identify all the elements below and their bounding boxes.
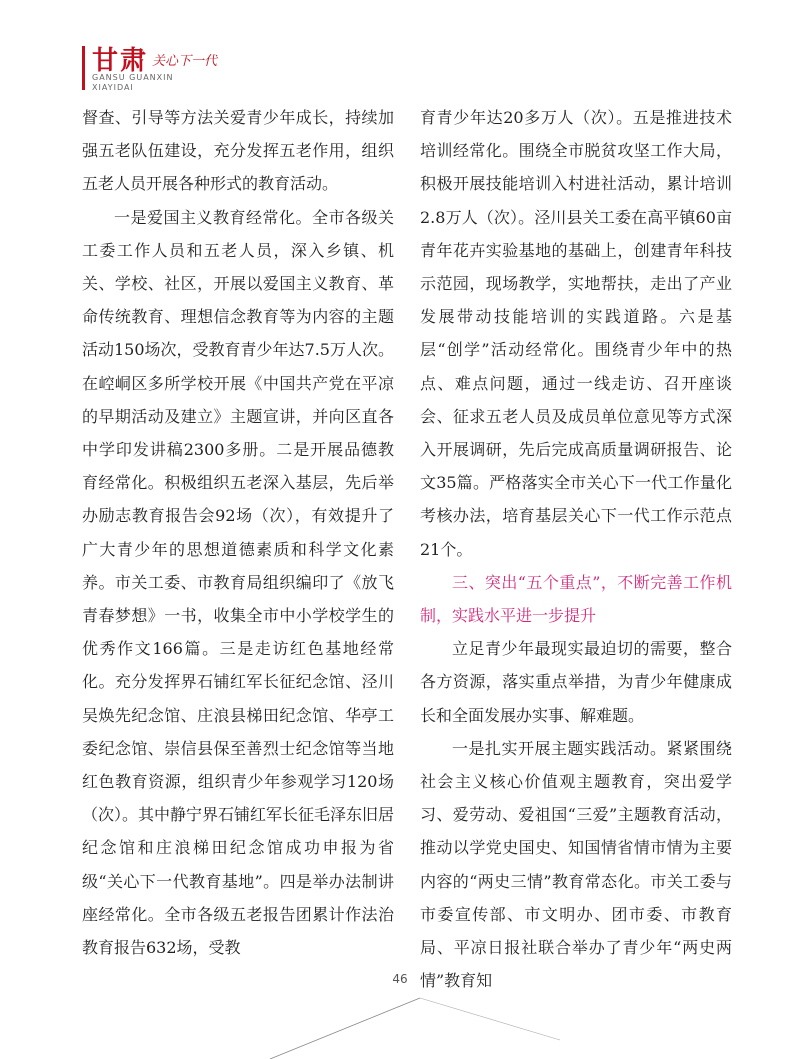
paragraph: 督查、引导等方法关爱青少年成长，持续加强五老队伍建设，充分发挥五老作用，组织五老人员开展各种形式的教育活动。 (82, 108, 394, 194)
logo-bar (82, 46, 85, 90)
paragraph: 立足青少年最现实最迫切的需要，整合各方资源，落实重点举措，为青少年健康成长和全面发展办实事、解难题。 (420, 639, 732, 725)
paragraph: 育青少年达20多万人（次）。五是推进技术培训经常化。围绕全市脱贫攻坚工作大局，积极开展技能培训入村进社活动，累计培训2.8万人（次）。泾川县关工委在高平镇60亩青年花卉实验基地的基础上，创建青年科技示范园，现场教学，实地帮扶，走出了产业发展带动技能培训的实践道路。六是基层“创学”活动经常化。围绕青少年中的热点、难点问题，通过一线走访、召开座谈会、征求五老人员及成员单位意见等方式深入开展调研，先后完成高质量调研报告、论文35篇。严格落实全市关心下一代工作量化考核办法，培育基层关心下一代工作示范点21个。 (420, 108, 732, 559)
logo-title: 甘肃 (92, 46, 149, 76)
logo-script: 关心下一代 (152, 54, 218, 69)
magazine-header (82, 40, 322, 96)
decorative-line (420, 998, 560, 1040)
logo-english-line1: GANSU GUANXIN (92, 73, 174, 82)
left-column (82, 101, 394, 964)
decorative-lines (0, 960, 800, 1059)
logo-english-line2: XIAYIDAI (92, 83, 134, 92)
page-number: 46 (392, 972, 408, 986)
decorative-line (270, 998, 420, 1059)
paragraph: 一是爱国主义教育经常化。全市各级关工委工作人员和五老人员，深入乡镇、机关、学校、社区，开展以爱国主义教育、革命传统教育、理想信念教育等为内容的主题活动150场次，受教育青少年达7.5万人次。在崆峒区多所学校开展《中国共产党在平凉的早期活动及建立》主题宣讲，并向区直各中学印发讲稿2300多册。二是开展品德教育经常化。积极组织五老深入基层，先后举办励志教育报告会92场（次），有效提升了广大青少年的思想道德素质和科学文化素养。市关工委、市教育局组织编印了《放飞青春梦想》一书，收集全市中小学校学生的优秀作文166篇。三是走访红色基地经常化。充分发挥界石铺红军长征纪念馆、泾川吴焕先纪念馆、庄浪县梯田纪念馆、华亭工委纪念馆、崇信县保至善烈士纪念馆等当地红色教育资源，组织青少年参观学习120场（次）。其中静宁界石铺红军长征毛泽东旧居纪念馆和庄浪梯田纪念馆成功申报为省级“关心下一代教育基地”。四是举办法制讲座经常化。全市各级五老报告团累计作法治教育报告632场，受教 (82, 207, 395, 958)
section-heading: 三、突出“五个重点”，不断完善工作机制，实践水平进一步提升 (420, 572, 732, 626)
right-column (420, 101, 732, 997)
paragraph: 一是扎实开展主题实践活动。紧紧围绕社会主义核心价值观主题教育，突出爱学习、爱劳动、爱祖国“三爱”主题教育活动，推动以学党史国史、知国情省情市情为主要内容的“两史三情”教育常态化。市关工委与市委宣传部、市文明办、团市委、市教育局、平凉日报社联合举办了青少年“两史两情”教育知 (420, 738, 732, 991)
